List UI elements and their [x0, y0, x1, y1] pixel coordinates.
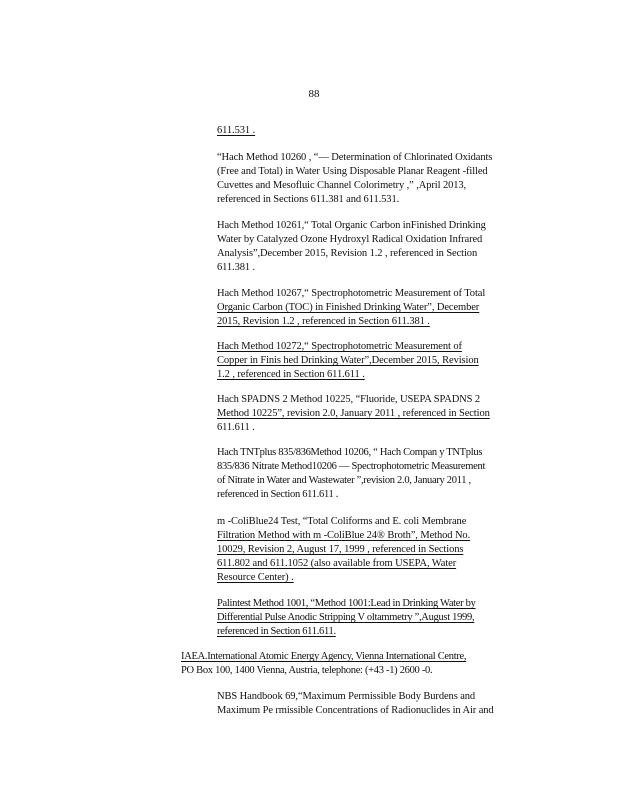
text-line: m -ColiBlue24 Test, “Total Coliforms and E. coli Membrane: [217, 516, 467, 527]
text-line: 1.2 , referenced in Section 611.611 .: [217, 369, 365, 380]
entry-nbs-handbook-69: [217, 690, 540, 718]
text-line: Copper in Finis hed Drinking Water”,December 2015, Revision: [217, 355, 479, 366]
text-line: referenced in Sections 611.381 and 611.531.: [217, 194, 400, 205]
entry-hach-spadns-2: [217, 393, 540, 435]
text-line: NBS Handbook 69,“Maximum Permissible Body Burdens and: [217, 691, 476, 702]
text-line: 611.381 .: [217, 262, 256, 273]
text-line: PO Box 100, 1400 Vienna, Austria, telephone: (+43 -1) 2600 -0.: [181, 665, 433, 676]
text-line: Cuvettes and Mesofluic Channel Colorimetry ,” ,April 2013,: [217, 180, 467, 191]
text-line: Analysis”,December 2015, Revision 1.2 , referenced in Section: [217, 248, 478, 259]
text-line: Water by Catalyzed Ozone Hydroxyl Radical Oxidation Infrared: [217, 234, 483, 245]
text-line: 611.802 and 611.1052 (also available from USEPA, Water: [217, 558, 457, 569]
text-line: Organic Carbon (TOC) in Finished Drinking Water”, December: [217, 302, 480, 313]
text-line: Hach Method 10272,“ Spectrophotometric Measurement of: [217, 341, 462, 352]
entry-hach-method-10267: [217, 287, 540, 329]
page-number: 88: [308, 88, 320, 100]
text-line: Hach TNTplus 835/836Method 10206, “ Hach Compan y TNTplus: [217, 447, 483, 458]
text-line: 2015, Revision 1.2 , referenced in Section 611.381 .: [217, 316, 430, 327]
entry-hach-method-10272: [217, 340, 540, 382]
entry-hach-tntplus: [217, 446, 540, 502]
entry-hach-method-10261: [217, 219, 540, 275]
text-line: Method 10225”, revision 2.0, January 2011 , referenced in Section: [217, 408, 490, 419]
text-line: referenced in Section 611.611 .: [217, 489, 339, 500]
text-line: (Free and Total) in Water Using Disposable Planar Reagent -filled: [217, 166, 488, 177]
text-line: 611.531 .: [217, 125, 256, 136]
text-line: Resource Center) .: [217, 572, 294, 583]
text-line: Filtration Method with m -ColiBlue 24® Broth”, Method No.: [217, 530, 471, 541]
text-line: Maximum Pe rmissible Concentrations of Radionuclides in Air and: [217, 705, 494, 716]
entry-palintest-method-1001: [217, 597, 540, 639]
text-line: “Hach Method 10260 , “— Determination of Chlorinated Oxidants: [217, 152, 493, 163]
text-line: 835/836 Nitrate Method10206 — Spectrophotometric Measurement: [217, 461, 486, 472]
entry-iaea: [181, 650, 531, 678]
entry-hach-method-10260: [217, 151, 540, 207]
text-line: Hach Method 10261,“ Total Organic Carbon inFinished Drinking: [217, 220, 486, 231]
entry-611-531-fragment: [217, 124, 540, 138]
text-line: of Nitrate in Water and Wastewater ”,revision 2.0, January 2011 ,: [217, 475, 471, 486]
text-line: Hach SPADNS 2 Method 10225, “Fluoride, USEPA SPADNS 2: [217, 394, 481, 405]
entry-m-coliblue24: [217, 515, 540, 585]
text-line: referenced in Section 611.611.: [217, 626, 336, 637]
text-line: IAEA.International Atomic Energy Agency, Vienna International Centre,: [181, 651, 467, 662]
text-line: Palintest Method 1001, “Method 1001:Lead in Drinking Water by: [217, 598, 476, 609]
text-line: 611.611 .: [217, 422, 255, 433]
text-line: Differential Pulse Anodic Stripping V oltammetry ”,August 1999,: [217, 612, 475, 623]
text-line: Hach Method 10267,“ Spectrophotometric Measurement of Total: [217, 288, 486, 299]
text-line: 10029, Revision 2, August 17, 1999 , referenced in Sections: [217, 544, 464, 555]
